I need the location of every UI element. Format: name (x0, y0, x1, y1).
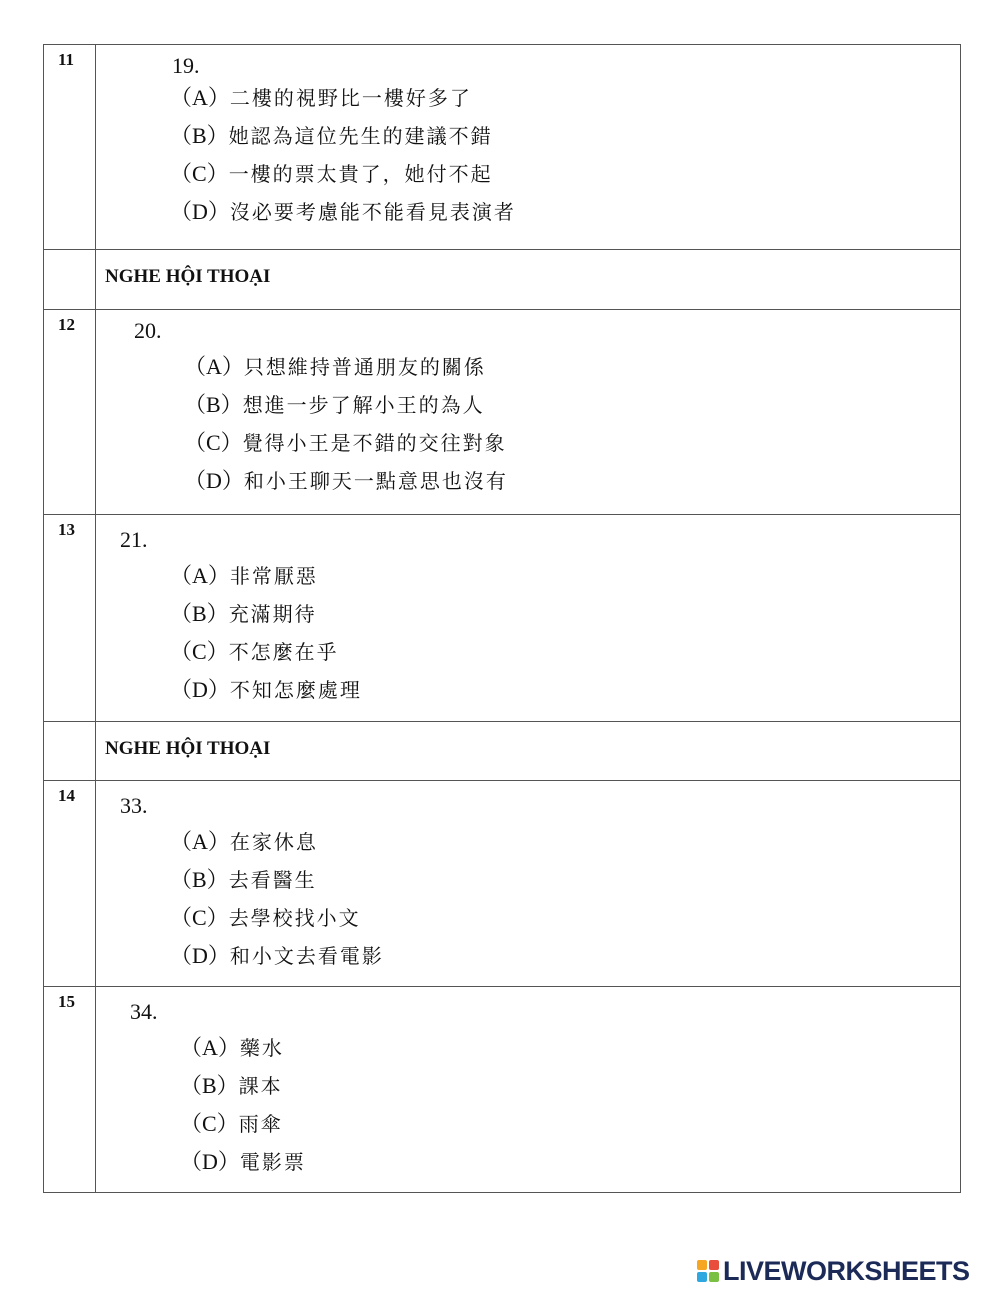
question-row (44, 781, 961, 987)
row-number: 12 (44, 310, 96, 515)
question-number: 33. (120, 793, 148, 818)
logo-text: LIVEWORKSHEETS (723, 1255, 970, 1286)
option-d[interactable]: （D）電影票 (180, 1149, 306, 1174)
logo-blocks-icon (697, 1260, 719, 1282)
option-c[interactable]: （C）雨傘 (180, 1111, 283, 1136)
question-cell (96, 515, 961, 722)
section-heading-row (44, 250, 961, 310)
section-heading: NGHE HỘI THOẠI (96, 722, 961, 781)
question-row (44, 515, 961, 722)
question-number: 34. (130, 999, 158, 1024)
question-number: 19. (172, 53, 200, 78)
option-a[interactable]: （A）非常厭惡 (170, 563, 318, 588)
option-b[interactable]: （B）課本 (180, 1073, 283, 1098)
logo-block (697, 1272, 707, 1282)
row-number: 13 (44, 515, 96, 722)
option-a[interactable]: （A）只想維持普通朋友的關係 (184, 354, 486, 379)
liveworksheets-logo (697, 1254, 970, 1288)
option-c[interactable]: （C）一樓的票太貴了，她付不起 (170, 161, 493, 186)
option-a[interactable]: （A）在家休息 (170, 829, 318, 854)
section-heading: NGHE HỘI THOẠI (96, 250, 961, 310)
question-cell (96, 45, 961, 250)
question-row (44, 310, 961, 515)
question-number: 21. (120, 527, 148, 552)
question-cell (96, 987, 961, 1193)
logo-block (709, 1260, 719, 1270)
option-list (184, 348, 960, 500)
option-b[interactable]: （B）去看醫生 (170, 867, 317, 892)
option-b[interactable]: （B）充滿期待 (170, 601, 317, 626)
option-c[interactable]: （C）不怎麼在乎 (170, 639, 339, 664)
option-b[interactable]: （B）她認為這位先生的建議不錯 (170, 123, 493, 148)
option-list (170, 823, 960, 975)
option-b[interactable]: （B）想進一步了解小王的為人 (184, 392, 485, 417)
option-list (170, 79, 960, 231)
worksheet-table (43, 44, 961, 1193)
question-cell (96, 310, 961, 515)
heading-empty-cell (44, 250, 96, 310)
option-list (170, 557, 960, 709)
row-number: 15 (44, 987, 96, 1193)
option-c[interactable]: （C）覺得小王是不錯的交往對象 (184, 430, 507, 455)
option-a[interactable]: （A）二樓的視野比一樓好多了 (170, 85, 472, 110)
question-number: 20. (134, 318, 162, 343)
row-number: 14 (44, 781, 96, 987)
option-a[interactable]: （A）藥水 (180, 1035, 284, 1060)
option-c[interactable]: （C）去學校找小文 (170, 905, 361, 930)
option-d[interactable]: （D）沒必要考慮能不能看見表演者 (170, 199, 516, 224)
row-number: 11 (44, 45, 96, 250)
question-row (44, 45, 961, 250)
option-d[interactable]: （D）不知怎麼處理 (170, 677, 362, 702)
logo-block (697, 1260, 707, 1270)
heading-empty-cell (44, 722, 96, 781)
logo-block (709, 1272, 719, 1282)
question-row (44, 987, 961, 1193)
option-list (180, 1029, 960, 1181)
section-heading-row (44, 722, 961, 781)
option-d[interactable]: （D）和小王聊天一點意思也沒有 (184, 468, 508, 493)
option-d[interactable]: （D）和小文去看電影 (170, 943, 384, 968)
question-cell (96, 781, 961, 987)
